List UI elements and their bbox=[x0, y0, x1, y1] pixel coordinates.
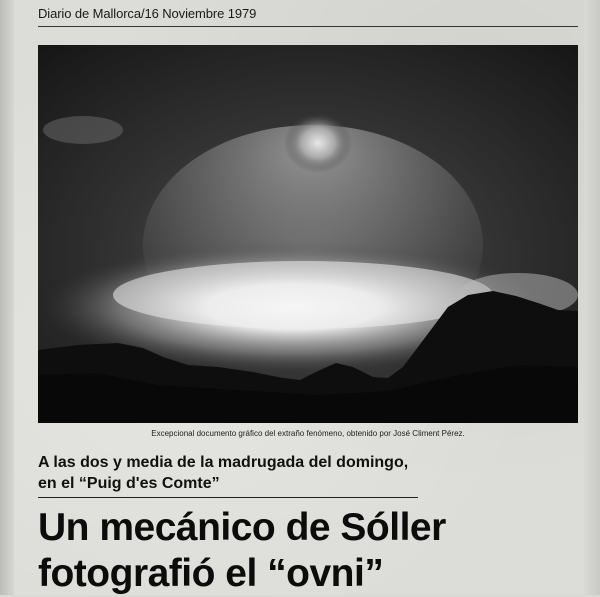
ufo-photograph bbox=[38, 45, 578, 423]
subheadline bbox=[38, 452, 578, 494]
subheadline-line-1: A las dos y media de la madrugada del domingo, bbox=[38, 454, 409, 471]
top-rule-divider bbox=[38, 26, 578, 27]
photo-caption: Excepcional documento gráfico del extraño fenómeno, obtenido por José Climent Pérez. bbox=[151, 429, 465, 438]
dateline: Diario de Mallorca/16 Noviembre 1979 bbox=[38, 6, 257, 21]
headline-line-2: fotografió el “ovni” bbox=[38, 552, 384, 595]
subheadline-line-2: en el “Puig d'es Comte” bbox=[38, 475, 220, 492]
page-right-edge bbox=[584, 0, 600, 595]
subheadline-rule-divider bbox=[38, 497, 418, 498]
headline bbox=[38, 505, 583, 597]
page-left-edge bbox=[0, 0, 14, 595]
headline-line-1: Un mecánico de Sóller bbox=[38, 506, 446, 549]
